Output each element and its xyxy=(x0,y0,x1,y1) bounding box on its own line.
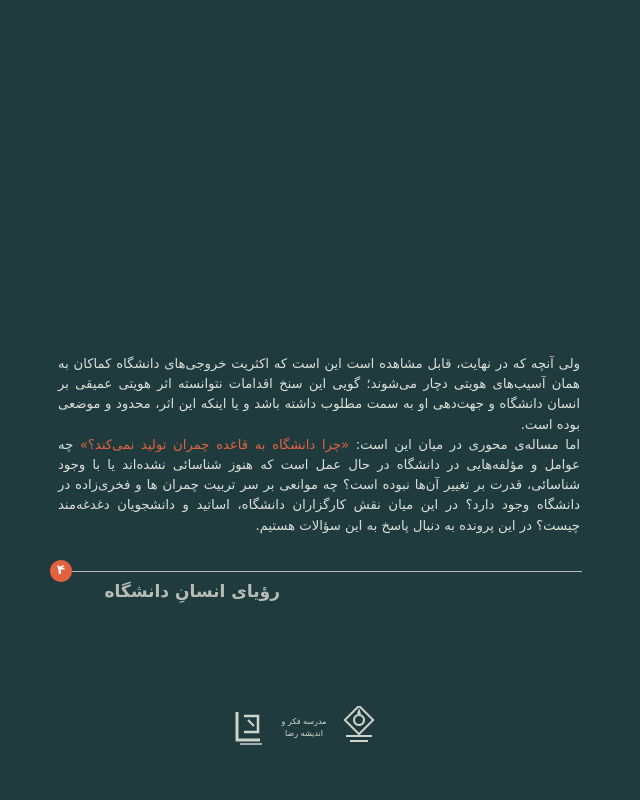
key-question-highlight: «چرا دانشگاه به قاعده چمران تولید نمی‌کند؟» xyxy=(79,437,350,453)
paragraph-2-rest: چه عوامل و مؤلفه‌هایی در دانشگاه در حال عمل است که هنوز شناسائی نشده‌اند یا با وجود شناسائی، قدرت بر تغییر آن‌ها نبوده است؟ چه موانعی بر سر تربیت چمران ها و فخری‌زاده در دانشگاه وجود دارد؟ در این میان نقش کارگزاران دانشگاه، اساتید و دانشجویان دغدغه‌مند چیست؟ در این پرونده به دنبال پاسخ به این سؤالات هستیم. xyxy=(58,437,580,534)
footer-logos xyxy=(232,706,397,750)
paragraph-1: ولی آنچه که در نهایت، قابل مشاهده است این است که اکثریت خروجی‌های دانشگاه کماکان به همان آسیب‌های هویتی دچار می‌شوند؛ گویی این سنخ اقدامات نتوانسته اثر هویتی عمیقی بر انسان دانشگاه و جهت‌دهی او به سمت مطلوب داشته باشد و یا اینکه این اثر، محدود و موضعی بوده است. xyxy=(58,357,580,433)
paragraph-2-intro: اما مساله‌ی محوری در میان این است: xyxy=(349,437,580,453)
article-text xyxy=(58,355,580,537)
university-emblem-icon xyxy=(338,706,380,748)
partner-logo-text: مدرسه فکر و اندیشه رضا xyxy=(281,717,327,738)
calligraphy-logo-icon xyxy=(232,706,266,748)
paragraph-2 xyxy=(58,436,580,537)
page-number-badge: ۴ xyxy=(50,560,72,582)
divider-line xyxy=(70,571,582,572)
series-title: رؤیای انسانِ دانشگاه xyxy=(104,582,280,602)
